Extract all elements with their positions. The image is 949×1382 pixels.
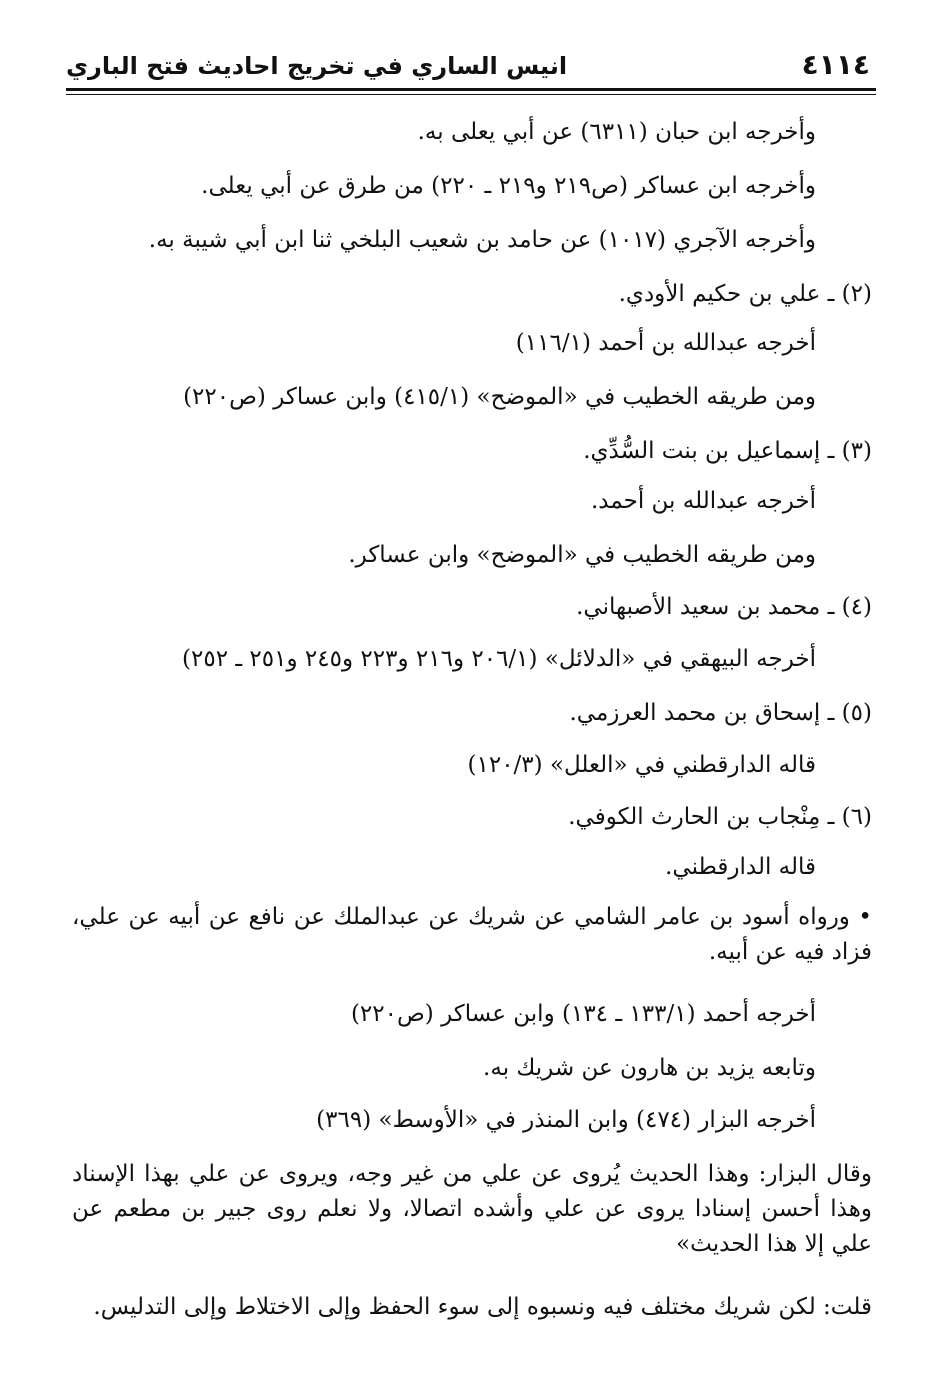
text-line: قاله الدارقطني في «العلل» (١٢٠/٣) [467, 752, 816, 778]
section-heading: (٥) ـ إسحاق بن محمد العرزمي. [569, 700, 872, 726]
paragraph: قلت: لكن شريك مختلف فيه ونسبوه إلى سوء الحفظ وإلى الاختلاط وإلى التدليس. [93, 1294, 872, 1320]
header-rule [66, 88, 876, 91]
text-line: ومن طريقه الخطيب في «الموضح» (٤١٥/١) وابن عساكر (ص٢٢٠) [183, 384, 816, 410]
text-line: أخرجه البيهقي في «الدلائل» (٢٠٦/١ و٢١٦ و٢٢٣ و٢٤٥ و٢٥١ ـ ٢٥٢) [182, 646, 816, 672]
text-line: أخرجه عبدالله بن أحمد (١١٦/١) [515, 330, 816, 356]
text-line: وتابعه يزيد بن هارون عن شريك به. [483, 1055, 816, 1081]
running-title: انيس الساري في تخريج احاديث فتح الباري [66, 52, 568, 80]
paragraph: وقال البزار: وهذا الحديث يُروى عن علي من غير وجه، ويروى عن علي بهذا الإسناد وهذا أحسن إسنادا يروى عن علي وأشده اتصالا، ولا نعلم روى جبير بن مطعم عن علي إلا هذا الحديث» [72, 1161, 872, 1257]
text-line: ومن طريقه الخطيب في «الموضح» وابن عساكر. [348, 542, 816, 568]
paragraph: • ورواه أسود بن عامر الشامي عن شريك عن عبدالملك عن نافع عن أبيه عن علي، فزاد فيه عن أبيه. [72, 904, 872, 965]
text-line: وأخرجه ابن حبان (٦٣١١) عن أبي يعلى به. [417, 119, 816, 145]
text-line: أخرجه أحمد (١٣٣/١ ـ ١٣٤) وابن عساكر (ص٢٢٠) [350, 1001, 816, 1027]
section-heading: (٣) ـ إسماعيل بن بنت السُّدِّي. [583, 438, 872, 464]
text-line: أخرجه عبدالله بن أحمد. [590, 488, 816, 514]
section-heading: (٦) ـ مِنْجاب بن الحارث الكوفي. [568, 804, 872, 830]
text-line: وأخرجه ابن عساكر (ص٢١٩ و٢١٩ ـ ٢٢٠) من طرق عن أبي يعلى. [201, 173, 816, 199]
text-line: قاله الدارقطني. [665, 854, 816, 880]
header-rule-thin [66, 94, 876, 95]
section-heading: (٢) ـ علي بن حكيم الأودي. [618, 281, 872, 307]
text-line: وأخرجه الآجري (١٠١٧) عن حامد بن شعيب البلخي ثنا ابن أبي شيبة به. [148, 227, 816, 253]
text-line: أخرجه البزار (٤٧٤) وابن المنذر في «الأوسط» (٣٦٩) [316, 1107, 816, 1133]
page-number: ٤١١٤ [801, 48, 870, 81]
page-header [66, 46, 876, 90]
section-heading: (٤) ـ محمد بن سعيد الأصبهاني. [576, 594, 872, 620]
